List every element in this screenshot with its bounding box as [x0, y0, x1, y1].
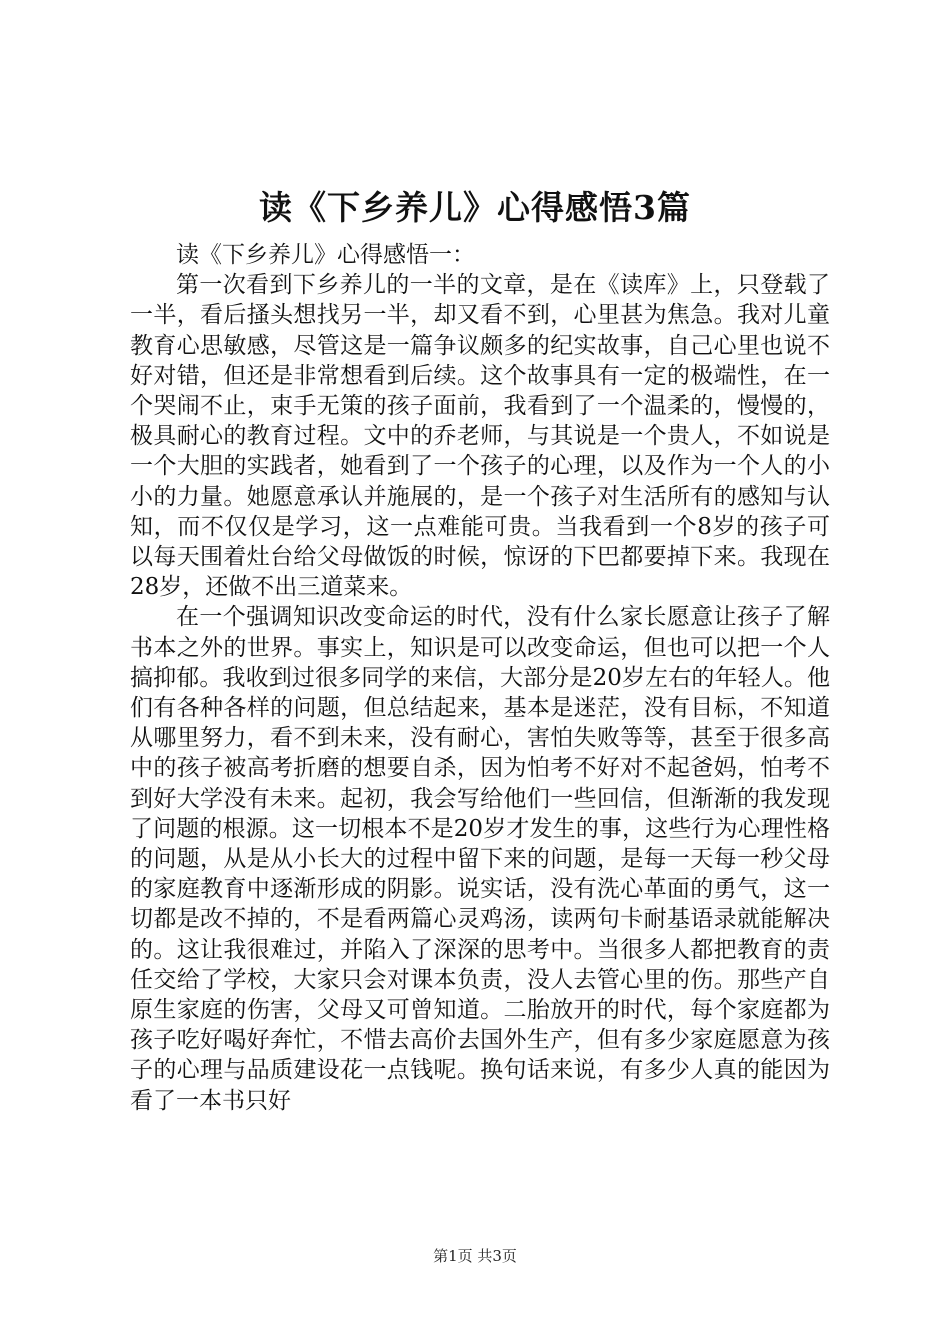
body-paragraph: 第一次看到下乡养儿的一半的文章，是在《读库》上，只登载了一半，看后搔头想找另一半，却又看不到，心里甚为焦急。我对儿童教育心思敏感，尽管这是一篇争议颇多的纪实故事，自己心里也说不好对错，但还是非常想看到后续。这个故事具有一定的极端性，在一个哭闹不止，束手无策的孩子面前，我看到了一个温柔的，慢慢的，极具耐心的教育过程。文中的乔老师，与其说是一个贵人，不如说是一个大胆的实践者，她看到了一个孩子的心理，以及作为一个人的小小的力量。她愿意承认并施展的，是一个孩子对生活所有的感知与认知，而不仅仅是学习，这一点难能可贵。当我看到一个8岁的孩子可以每天围着灶台给父母做饭的时候，惊讶的下巴都要掉下来。我现在28岁，还做不出三道菜来。	[130, 272, 830, 601]
page-footer: 第1页 共3页	[433, 1247, 517, 1265]
document-title: 读《下乡养儿》心得感悟3篇	[259, 188, 691, 227]
body-paragraph: 在一个强调知识改变命运的时代，没有什么家长愿意让孩子了解书本之外的世界。事实上，知识是可以改变命运，但也可以把一个人搞抑郁。我收到过很多同学的来信，大部分是20岁左右的年轻人。他们有各种各样的问题，但总结起来，基本是迷茫，没有目标，不知道从哪里努力，看不到未来，没有耐心，害怕失败等等，甚至于很多高中的孩子被高考折磨的想要自杀，因为怕考不好对不起爸妈，怕考不到好大学没有未来。起初，我会写给他们一些回信，但渐渐的我发现了问题的根源。这一切根本不是20岁才发生的事，这些行为心理性格的问题，从是从小长大的过程中留下来的问题，是每一天每一秒父母的家庭教育中逐渐形成的阴影。说实话，没有洗心革面的勇气，这一切都是改不掉的，不是看两篇心灵鸡汤，读两句卡耐基语录就能解决的。这让我很难过，并陷入了深深的思考中。当很多人都把教育的责任交给了学校，大家只会对课本负责，没人去管心里的伤。那些产自原生家庭的伤害，父母又可曾知道。二胎放开的时代，每个家庭都为孩子吃好喝好奔忙，不惜去高价去国外生产，但有多少家庭愿意为孩子的心理与品质建设花一点钱呢。换句话来说，有多少人真的能因为看了一本书只好	[130, 604, 830, 1114]
document-body	[130, 240, 830, 1116]
section-heading: 读《下乡养儿》心得感悟一：	[176, 242, 475, 268]
